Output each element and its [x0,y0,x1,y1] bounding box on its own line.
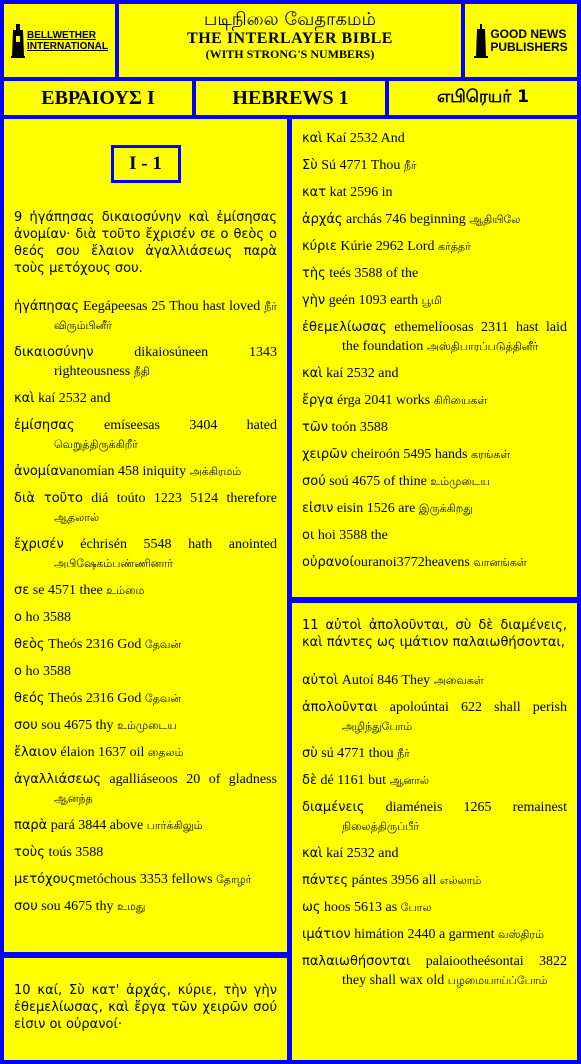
word-entry [14,635,277,654]
greek-word: ιμάτιον [302,927,351,942]
greek-word: ἐμίσησας [14,418,75,433]
chapter-label: I - 1 [111,145,181,183]
transliteration-gloss: ho 3588 [21,664,71,679]
transliteration-gloss: soú 4675 of thine [325,474,431,489]
word-entry [14,462,277,481]
transliteration-gloss: élaion 1637 oil [56,745,148,760]
word-entry [14,743,277,762]
word-entry [302,698,567,736]
tamil-gloss: ஆனால் [389,774,430,787]
right-word-list-b [302,671,567,990]
word-entry [302,445,567,464]
word-entry [302,844,567,863]
greek-word: σε [14,583,30,598]
word-entry [14,662,277,681]
word-entry [302,952,567,990]
word-entry [14,297,277,335]
transliteration-gloss: hoi 3588 the [314,528,388,543]
word-entry [302,291,567,310]
tamil-gloss: ஆதலால் [54,511,100,524]
transliteration-gloss: diá toúto 1223 5124 therefore [82,491,277,506]
transliteration-gloss: Kaí 2532 And [322,131,405,146]
word-entry [14,608,277,627]
word-entry [302,526,567,545]
verse-10-greek: 10 καί, Σὺ κατ' ἀρχάς, κύριε, τὴν γὴν ἐθεμελίωσας, καὶ ἔργα τῶν χειρῶν σού εἰσιν οι οὐρανοί· [14,983,277,1032]
word-entry [302,210,567,229]
word-entry [302,499,567,518]
tamil-gloss: பழமையாய்ப்போம் [447,974,548,987]
greek-word: θεός [14,691,45,706]
tamil-gloss: உம்முடைய [117,719,177,732]
greek-word: δικαιοσύνην [14,345,94,360]
word-entry [302,183,567,202]
tamil-gloss: அபிஷேகம்பண்ணினார் [54,557,173,570]
greek-word: ως [302,900,321,915]
transliteration-gloss: sú 4771 thou [317,746,398,761]
tamil-gloss: தைலம் [147,746,184,759]
transliteration-gloss: dé 1161 but [316,773,390,788]
word-entry [302,237,567,256]
right-logo-line1: GOOD NEWS [490,26,567,41]
greek-word: παρὰ [14,818,48,833]
tower-icon [474,24,488,58]
greek-word: διὰ τοῦτο [14,491,83,506]
greek-word: εἰσιν [302,501,334,516]
transliteration-gloss: kaí 2532 and [322,366,399,381]
transliteration-gloss: Sú 4771 Thou [317,158,404,173]
transliteration-gloss: Kúrie 2962 Lord [336,239,438,254]
tamil-gloss: கரங்கள் [471,448,511,461]
transliteration-gloss: eisin 1526 are [333,501,419,516]
transliteration-gloss: toón 3588 [327,420,388,435]
tamil-gloss: நீர் [403,159,417,172]
greek-word: ἀρχάς [302,212,343,227]
greek-word: ἠγάπησας [14,299,80,314]
word-entry [302,156,567,175]
tamil-gloss: போல [400,901,432,914]
tamil-gloss: வெறுத்திருக்கிறீர் [54,438,138,451]
book-tamil: எபிரெயர் 1 [389,81,577,115]
tamil-gloss: நீர் [397,747,410,760]
word-entry [302,798,567,836]
left-logo-line1: BELLWETHER [27,29,96,41]
transliteration-gloss: ho 3588 [21,610,71,625]
transliteration-gloss: pántes 3956 all [348,873,440,888]
word-entry [14,581,277,600]
greek-word: δὲ [302,773,317,788]
bellwether-logo [4,4,115,77]
transliteration-gloss: agalliáseoos 20 of gladness [100,772,277,787]
word-entry [14,416,277,454]
greek-word: γὴν [302,293,326,308]
tamil-gloss: பார்க்கிலும் [146,819,203,832]
tamil-gloss: ஆதியிலே [469,213,521,226]
greek-word: σου [14,718,38,733]
greek-word: ἔργα [302,393,334,408]
word-entry [14,770,277,808]
greek-word: θεὸς [14,637,45,652]
transliteration-gloss: anomían 458 iniquity [66,464,190,479]
word-entry [302,129,567,148]
greek-word: χειρῶν [302,447,348,462]
word-entry [302,771,567,790]
left-column [4,119,287,952]
transliteration-gloss: échrisén 5548 hath anointed [63,537,277,552]
word-entry [302,364,567,383]
transliteration-gloss: ethemelíoosas 2311 hast laid the foundation [342,320,567,354]
transliteration-gloss: kat 2596 in [326,185,393,200]
word-entry [14,716,277,735]
greek-word: καὶ [14,391,35,406]
transliteration-gloss: Theós 2316 God [44,691,145,706]
word-entry [14,870,277,889]
tamil-gloss: வஸ்திரம் [498,928,544,941]
transliteration-gloss: emíseesas 3404 hated [74,418,277,433]
verse-10-box [4,958,287,1060]
title-tamil: படிநிலை வேதாகமம் [204,9,376,30]
greek-word: τὴς [302,266,326,281]
tamil-gloss: தேவன் [144,692,182,705]
transliteration-gloss: Autoí 846 They [338,673,434,688]
word-entry [14,816,277,835]
word-entry [302,472,567,491]
tamil-gloss: அஸ்திபாரப்படுத்தினீர் [426,340,539,353]
greek-word: μετόχους [14,872,76,887]
greek-word: καὶ [302,366,323,381]
verse-11-greek: 11 αὐτοὶ ἀπολοῦνται, σὺ δὲ διαμένεις, καὶ πάντες ως ιμάτιον παλαιωθήσονται, [302,618,567,650]
word-entry [14,535,277,573]
tamil-gloss: கர்த்தர் [437,240,471,253]
greek-word: παλαιωθήσονται [302,954,411,969]
tamil-gloss: தோழர் [216,873,252,886]
tamil-gloss: பூமி [421,294,442,307]
word-entry [14,689,277,708]
greek-word: ο [14,610,22,625]
greek-word: τοὺς [14,845,45,860]
transliteration-gloss: apoloúntai 622 shall perish [377,700,567,715]
tamil-gloss: தேவன் [144,638,182,651]
transliteration-gloss: pará 3844 above [47,818,147,833]
word-entry [14,389,277,408]
tamil-gloss: இருக்கிறது [418,502,473,515]
transliteration-gloss: palaiootheésontai 3822 they shall wax old [342,954,567,988]
word-entry [302,898,567,917]
word-entry [302,318,567,356]
greek-word: ἀπολοῦνται [302,700,378,715]
greek-word: Σὺ [302,158,318,173]
verse-9-greek: 9 ἠγάπησας δικαιοσύνην καὶ ἐμίσησας ἀνομίαν· διὰ τοῦτο ἔχρισέν σε ο θεὸς ο θεός σου ἔλαιον ἀγαλλιάσεως παρὰ τοὺς μετόχους σου. [14,210,277,276]
word-entry [14,343,277,381]
transliteration-gloss: toús 3588 [44,845,104,860]
word-entry [302,744,567,763]
transliteration-gloss: himátion 2440 a garment [350,927,499,942]
right-column-top [292,119,577,597]
tamil-gloss: உம்மை [106,584,145,597]
greek-word: σού [302,474,326,489]
greek-word: σὺ [302,746,318,761]
greek-word: οι [302,528,315,543]
word-entry [14,489,277,527]
greek-word: κατ [302,185,327,200]
transliteration-gloss: cheiroón 5495 hands [347,447,471,462]
greek-word: ο [14,664,22,679]
greek-word: διαμένεις [302,800,365,815]
transliteration-gloss: ouranoi3772heavens [353,555,474,570]
tamil-gloss: அழிந்துபோம் [342,720,413,733]
title-subtitle: (WITH STRONG'S NUMBERS) [205,47,375,61]
transliteration-gloss: kaí 2532 and [322,846,399,861]
tamil-gloss: வானங்கள் [473,556,527,569]
greek-word: ἔχρισέν [14,537,64,552]
greek-word: ἐθεμελίωσας [302,320,387,335]
greek-word: καὶ [302,131,323,146]
transliteration-gloss: metóchous 3353 fellows [75,872,217,887]
word-entry [302,671,567,690]
greek-word: ἔλαιον [14,745,57,760]
greek-word: κύριε [302,239,337,254]
tamil-gloss: ஆனந்த [54,792,93,805]
word-entry [302,418,567,437]
transliteration-gloss: archás 746 beginning [342,212,470,227]
tamil-gloss: நிலைத்திருப்பீர் [342,820,420,833]
book-greek: ΕΒΡΑΙΟΥΣ Ι [4,81,192,115]
bell-tower-icon [11,24,25,58]
transliteration-gloss: teés 3588 of the [325,266,419,281]
transliteration-gloss: dikaiosúneen 1343 righteousness [54,345,277,379]
title-english: THE INTERLAYER BIBLE [187,30,393,47]
right-column-bottom [292,603,577,1060]
greek-word: οὐρανοί [302,555,354,570]
greek-word: αὐτοὶ [302,673,339,688]
greek-word: ἀγαλλιάσεως [14,772,101,787]
tamil-gloss: கிரியைகள் [433,394,488,407]
transliteration-gloss: Eegápeesas 25 Thou hast loved [79,299,265,314]
tamil-gloss: அக்கிரமம் [189,465,242,478]
transliteration-gloss: kaí 2532 and [34,391,111,406]
title-block [119,4,461,77]
tamil-gloss: நீதி [133,365,150,378]
word-entry [302,925,567,944]
tamil-gloss: உமது [117,900,146,913]
transliteration-gloss: érga 2041 works [333,393,434,408]
transliteration-gloss: diaméneis 1265 remainest [364,800,567,815]
tamil-gloss: நீர் விரும்பினீர் [54,300,277,332]
word-entry [14,897,277,916]
greek-word: πάντες [302,873,349,888]
transliteration-gloss: se 4571 thee [29,583,107,598]
transliteration-gloss: hoos 5613 as [320,900,401,915]
greek-word: καὶ [302,846,323,861]
greek-word: σου [14,899,38,914]
greek-word: τῶν [302,420,328,435]
left-word-list [14,297,277,916]
transliteration-gloss: Theós 2316 God [44,637,145,652]
right-word-list-a [302,129,567,572]
tamil-gloss: அவைகள் [433,674,484,687]
left-logo-line2: INTERNATIONAL [27,40,108,52]
word-entry [14,843,277,862]
word-entry [302,553,567,572]
good-news-logo [465,4,577,77]
word-entry [302,871,567,890]
transliteration-gloss: geén 1093 earth [325,293,422,308]
transliteration-gloss: sou 4675 thy [37,718,118,733]
word-entry [302,391,567,410]
tamil-gloss: எல்லாம் [439,874,482,887]
right-logo-line2: PUBLISHERS [490,39,568,54]
tamil-gloss: உம்முடைய [430,475,490,488]
transliteration-gloss: sou 4675 thy [37,899,118,914]
word-entry [302,264,567,283]
book-english: HEBREWS 1 [196,81,385,115]
greek-word: ἀνομίαν [14,464,67,479]
